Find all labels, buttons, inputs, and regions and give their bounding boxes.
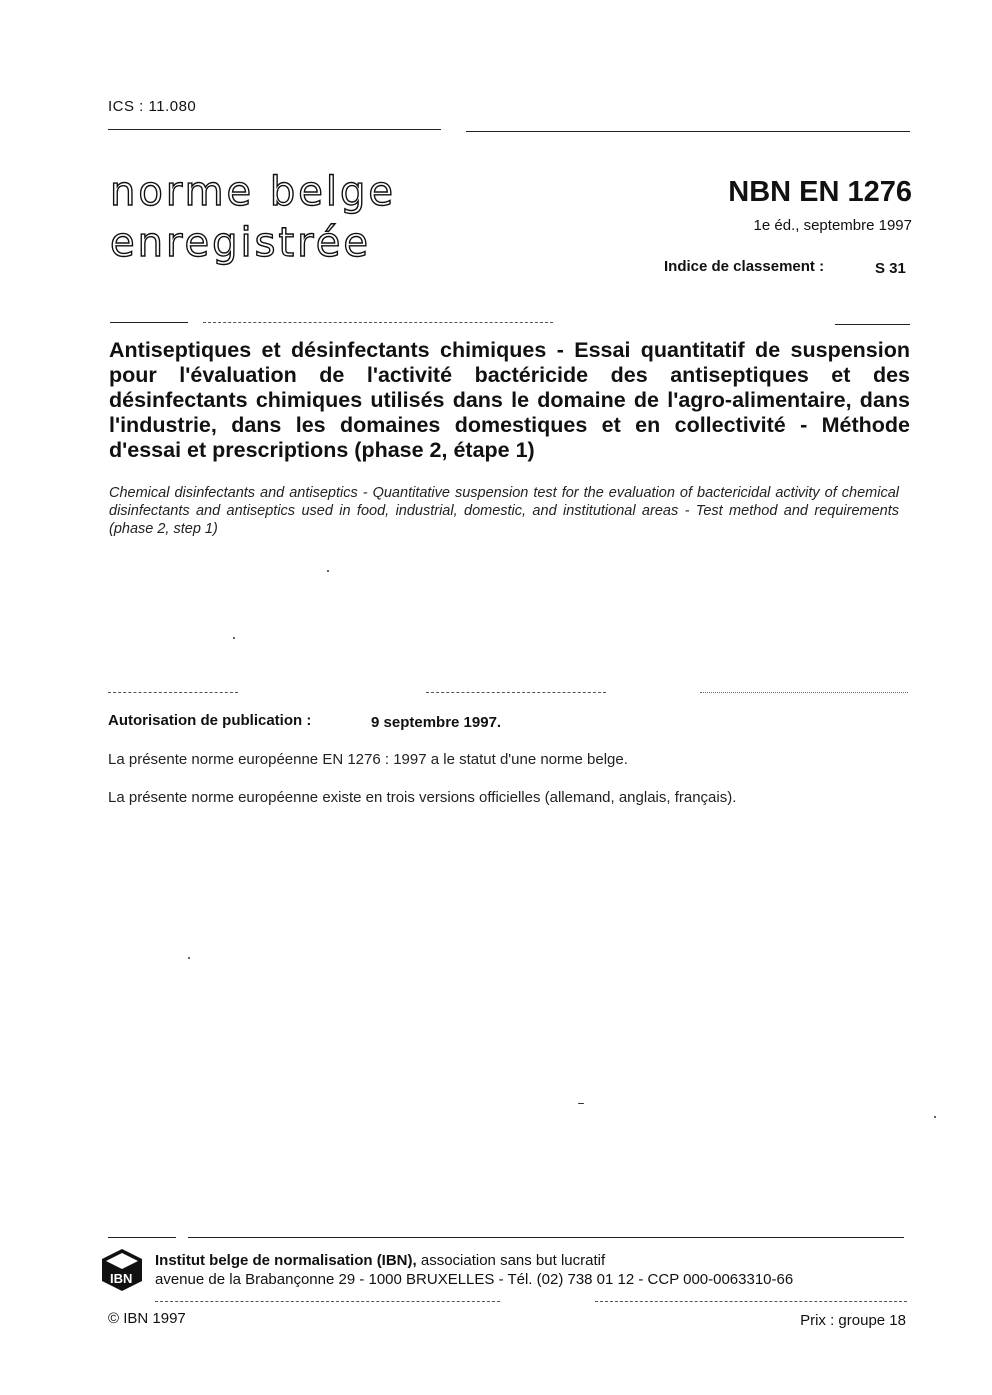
brand-title-line2: enregistrée <box>110 220 371 266</box>
scan-speck <box>934 1116 936 1118</box>
french-title: Antiseptiques et désinfectants chimiques - Essai quantitatif de suspension pour l'évaluation de l'activité bactéricide des antiseptiques et des désinfectants chimiques utilisés dans le domaine de l'agro-alimentaire, dans l'industrie, dans les domaines domestiques et en collectivité - Méthode d'essai et prescriptions (phase 2, étape 1) <box>109 338 910 462</box>
section-rule-2 <box>426 692 606 693</box>
footer-rule-4 <box>595 1301 907 1302</box>
scan-speck <box>188 957 190 959</box>
institute-description: association sans but lucratif <box>416 1252 606 1269</box>
standard-number: NBN EN 1276 <box>728 176 912 208</box>
footer-rule-2 <box>188 1237 904 1238</box>
ibn-logo <box>100 1248 144 1292</box>
versions-statement: La présente norme européenne existe en trois versions officielles (allemand, anglais, français). <box>108 789 737 806</box>
status-statement: La présente norme européenne EN 1276 : 1997 a le statut d'une norme belge. <box>108 751 628 768</box>
english-title: Chemical disinfectants and antiseptics - Quantitative suspension test for the evaluation of bactericidal activity of chemical disinfectants and antiseptics used in food, industrial, domestic, and institutional areas - Test method and requirements (phase 2, step 1) <box>109 485 899 537</box>
classification-value: S 31 <box>875 260 906 277</box>
institute-name: Institut belge de normalisation (IBN), <box>155 1252 417 1269</box>
footer-rule-3 <box>155 1301 500 1302</box>
institute-address: avenue de la Brabançonne 29 - 1000 BRUXELLES - Tél. (02) 738 01 12 - CCP 000-0063310-66 <box>155 1271 794 1288</box>
title-rule-3 <box>835 324 910 325</box>
institute-line <box>155 1252 605 1269</box>
ibn-logo-text: IBN <box>110 1271 133 1286</box>
classification-label: Indice de classement : <box>664 258 825 275</box>
ics-code: ICS : 11.080 <box>108 98 197 115</box>
header-rule-right <box>466 131 910 132</box>
scan-speck <box>327 570 329 572</box>
section-rule-3 <box>700 692 908 693</box>
section-rule-1 <box>108 692 238 693</box>
scan-speck <box>233 637 235 639</box>
title-rule-1 <box>110 322 188 323</box>
title-rule-2 <box>203 322 553 323</box>
scan-speck <box>578 1103 584 1104</box>
authorisation-label: Autorisation de publication : <box>108 712 312 729</box>
price-group: Prix : groupe 18 <box>800 1312 906 1329</box>
footer-rule-1 <box>108 1237 176 1238</box>
header-rule-left <box>108 129 441 130</box>
copyright: © IBN 1997 <box>108 1310 186 1327</box>
authorisation-date: 9 septembre 1997. <box>371 714 502 731</box>
brand-title-line1: norme belge <box>110 169 396 215</box>
edition-date: 1e éd., septembre 1997 <box>753 217 912 234</box>
